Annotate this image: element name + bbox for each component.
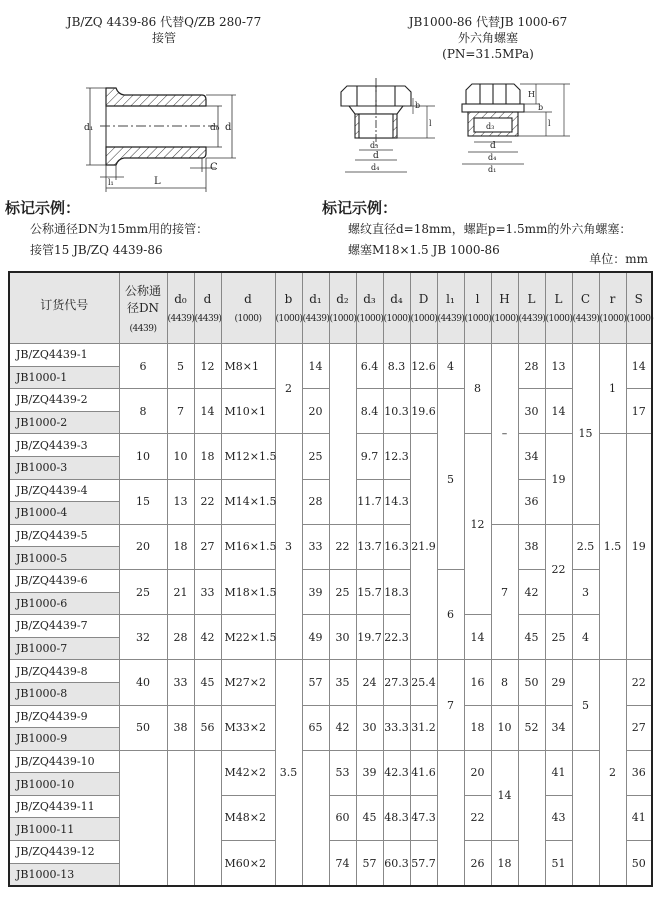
cell-d4: 27.3 bbox=[383, 660, 410, 705]
column-standard: (1000) bbox=[464, 314, 492, 324]
cell-l1000: 34 bbox=[545, 705, 572, 750]
column-standard: (1000) bbox=[626, 314, 654, 324]
cell-s: 36 bbox=[626, 750, 652, 795]
order-code: JB1000-1 bbox=[9, 366, 119, 389]
cell-d4: 10.3 bbox=[383, 389, 410, 434]
cell-l: 22 bbox=[464, 795, 491, 840]
column-symbol: l₁ bbox=[446, 292, 455, 306]
cell-r: 2 bbox=[599, 660, 626, 886]
cell-d3: 24 bbox=[356, 660, 383, 705]
column-standard: (1000) bbox=[234, 314, 262, 324]
cell-d: 25.4 bbox=[410, 660, 437, 705]
cell-l4439: 34 bbox=[518, 434, 545, 479]
hex-plug-drawing-small bbox=[335, 78, 435, 183]
cell-l1000: 22 bbox=[545, 524, 572, 614]
cell-d: 19.6 bbox=[410, 389, 437, 434]
cell-d: 31.2 bbox=[410, 705, 437, 750]
column-header bbox=[410, 272, 437, 344]
cell-d3: 57 bbox=[356, 841, 383, 887]
cell-d1000: M18×1.5 bbox=[221, 569, 275, 614]
svg-text:d: d bbox=[373, 151, 379, 161]
cell-d1: 39 bbox=[302, 569, 329, 614]
cell-d1: 65 bbox=[302, 705, 329, 750]
label-l1: l₁ bbox=[108, 178, 114, 187]
column-symbol: r bbox=[609, 292, 616, 306]
cell-d1000: M27×2 bbox=[221, 660, 275, 705]
order-code: JB/ZQ4439-11 bbox=[9, 795, 119, 818]
cell-d4439: 42 bbox=[194, 615, 221, 660]
column-symbol: d₄ bbox=[390, 292, 403, 306]
order-code: JB1000-8 bbox=[9, 682, 119, 705]
column-header bbox=[356, 272, 383, 344]
column-symbol: d₀ bbox=[174, 292, 187, 306]
cell-h: 10 bbox=[491, 705, 518, 750]
right-standard-header bbox=[320, 14, 656, 62]
cell-d0: 28 bbox=[167, 615, 194, 660]
cell-d4439: 56 bbox=[194, 705, 221, 750]
order-code: JB/ZQ4439-8 bbox=[9, 660, 119, 683]
cell-d1000: M10×1 bbox=[221, 389, 275, 434]
order-code: JB/ZQ4439-1 bbox=[9, 344, 119, 367]
cell-d1: 25 bbox=[302, 434, 329, 479]
order-code: JB1000-6 bbox=[9, 592, 119, 615]
column-symbol: L bbox=[527, 292, 536, 306]
cell-s: 17 bbox=[626, 389, 652, 434]
cell-h: 8 bbox=[491, 660, 518, 705]
cell-l1000: 29 bbox=[545, 660, 572, 705]
order-code: JB/ZQ4439-6 bbox=[9, 569, 119, 592]
cell-l1: 7 bbox=[437, 660, 464, 750]
column-symbol: d bbox=[203, 292, 212, 306]
label-d: d bbox=[225, 122, 232, 133]
cell-d1000: M16×1.5 bbox=[221, 524, 275, 569]
cell-l1000: 41 bbox=[545, 750, 572, 795]
order-code: JB1000-5 bbox=[9, 547, 119, 570]
order-code: JB1000-11 bbox=[9, 818, 119, 841]
cell-d4: 18.3 bbox=[383, 569, 410, 614]
cell-d2: 35 bbox=[329, 660, 356, 705]
unit-label: 单位：mm bbox=[589, 252, 648, 266]
cell-l4439: 36 bbox=[518, 479, 545, 524]
right-marking-description: 螺纹直径d=18mm，螺距p=1.5mm的外六角螺塞： bbox=[348, 222, 632, 236]
column-header bbox=[626, 272, 652, 344]
left-marking-heading: 标记示例： bbox=[5, 199, 81, 217]
cell-b: 3 bbox=[275, 434, 302, 660]
cell-d0: 18 bbox=[167, 524, 194, 569]
svg-text:d₃: d₃ bbox=[370, 141, 379, 150]
cell-l1 bbox=[437, 750, 464, 886]
cell-d4: 42.3 bbox=[383, 750, 410, 795]
right-marking-example: 螺塞M18×1.5 JB 1000-86 bbox=[348, 243, 500, 257]
cell-d2: 74 bbox=[329, 841, 356, 887]
column-symbol: C bbox=[580, 292, 591, 306]
svg-text:d₄: d₄ bbox=[371, 163, 380, 172]
cell-d0: 38 bbox=[167, 705, 194, 750]
column-header bbox=[119, 272, 167, 344]
table-row bbox=[9, 841, 652, 864]
column-header bbox=[491, 272, 518, 344]
cell-l4439: 45 bbox=[518, 615, 545, 660]
cell-l1: 5 bbox=[437, 389, 464, 570]
cell-l4439: 42 bbox=[518, 569, 545, 614]
cell-d4439: 12 bbox=[194, 344, 221, 389]
column-header bbox=[9, 272, 119, 344]
cell-l4439: 50 bbox=[518, 660, 545, 705]
table-row bbox=[9, 524, 652, 547]
cell-s: 14 bbox=[626, 344, 652, 389]
label-c: C bbox=[210, 162, 218, 173]
cell-d2: 60 bbox=[329, 795, 356, 840]
column-symbol: S bbox=[634, 292, 643, 306]
column-standard: (1000) bbox=[410, 314, 438, 324]
cell-l: 18 bbox=[464, 705, 491, 750]
cell-dn bbox=[119, 750, 167, 886]
cell-d0: 10 bbox=[167, 434, 194, 479]
cell-dn: 6 bbox=[119, 344, 167, 389]
hex-plug-drawing-large bbox=[460, 80, 600, 180]
column-symbol: l bbox=[475, 292, 480, 306]
cell-dn: 50 bbox=[119, 705, 167, 750]
cell-l1000: 19 bbox=[545, 434, 572, 524]
right-standard-subtitle: 外六角螺塞 bbox=[457, 31, 518, 45]
cell-l4439: 28 bbox=[518, 344, 545, 389]
cell-c: 4 bbox=[572, 615, 599, 660]
order-code: JB1000-10 bbox=[9, 773, 119, 796]
cell-d4: 16.3 bbox=[383, 524, 410, 569]
cell-l1000: 43 bbox=[545, 795, 572, 840]
cell-d: 41.6 bbox=[410, 750, 437, 795]
cell-d3: 19.7 bbox=[356, 615, 383, 660]
column-standard: (4439) bbox=[518, 314, 546, 324]
cell-d4439: 14 bbox=[194, 389, 221, 434]
cell-d2: 25 bbox=[329, 569, 356, 614]
cell-l: 8 bbox=[464, 344, 491, 434]
svg-text:d₃: d₃ bbox=[486, 122, 495, 131]
cell-l4439: 38 bbox=[518, 524, 545, 569]
column-header bbox=[329, 272, 356, 344]
cell-d2: 53 bbox=[329, 750, 356, 795]
cell-d3: 45 bbox=[356, 795, 383, 840]
cell-r: 1 bbox=[599, 344, 626, 434]
cell-d0: 13 bbox=[167, 479, 194, 524]
column-header bbox=[599, 272, 626, 344]
cell-d4439: 27 bbox=[194, 524, 221, 569]
cell-dn: 10 bbox=[119, 434, 167, 479]
cell-d4: 14.3 bbox=[383, 479, 410, 524]
svg-text:b: b bbox=[415, 101, 421, 110]
cell-d3: 9.7 bbox=[356, 434, 383, 479]
order-code: JB1000-4 bbox=[9, 502, 119, 525]
cell-d1000: M22×1.5 bbox=[221, 615, 275, 660]
cell-l1000: 13 bbox=[545, 344, 572, 389]
column-header bbox=[572, 272, 599, 344]
cell-d1: 20 bbox=[302, 389, 329, 434]
cell-d1000: M14×1.5 bbox=[221, 479, 275, 524]
cell-l4439: 52 bbox=[518, 705, 545, 750]
cell-s: 27 bbox=[626, 705, 652, 750]
cell-l1000: 14 bbox=[545, 389, 572, 434]
cell-d3: 8.4 bbox=[356, 389, 383, 434]
cell-l1: 4 bbox=[437, 344, 464, 389]
cell-r: 1.5 bbox=[599, 434, 626, 660]
column-standard: (4439) bbox=[167, 314, 195, 324]
cell-d1000: M48×2 bbox=[221, 795, 275, 840]
cell-d0: 33 bbox=[167, 660, 194, 705]
order-code: JB1000-13 bbox=[9, 863, 119, 886]
cell-d4: 12.3 bbox=[383, 434, 410, 479]
cell-d2 bbox=[329, 344, 356, 525]
column-header bbox=[275, 272, 302, 344]
cell-d1: 49 bbox=[302, 615, 329, 660]
cell-d4: 48.3 bbox=[383, 795, 410, 840]
cell-d1000: M8×1 bbox=[221, 344, 275, 389]
column-header bbox=[194, 272, 221, 344]
cell-h: 14 bbox=[491, 750, 518, 840]
left-standard-title: JB/ZQ 4439-86 代替Q/ZB 280-77 bbox=[66, 15, 262, 29]
cell-l: 16 bbox=[464, 660, 491, 705]
cell-d3: 39 bbox=[356, 750, 383, 795]
left-marking-example: 接管15 JB/ZQ 4439-86 bbox=[30, 243, 163, 257]
cell-d3: 11.7 bbox=[356, 479, 383, 524]
cell-d4: 22.3 bbox=[383, 615, 410, 660]
right-standard-title: JB1000-86 代替JB 1000-67 bbox=[408, 15, 568, 29]
specification-table bbox=[8, 271, 653, 887]
table-row bbox=[9, 705, 652, 728]
cell-d3: 6.4 bbox=[356, 344, 383, 389]
column-symbol: 公称通径DN bbox=[124, 284, 161, 315]
column-header bbox=[383, 272, 410, 344]
order-code: JB/ZQ4439-3 bbox=[9, 434, 119, 457]
right-standard-pressure: (PN=31.5MPa) bbox=[442, 47, 534, 61]
column-standard: (4439) bbox=[129, 324, 157, 334]
order-code: JB/ZQ4439-12 bbox=[9, 841, 119, 864]
cell-d0: 7 bbox=[167, 389, 194, 434]
cell-l4439: 30 bbox=[518, 389, 545, 434]
left-standard-header bbox=[0, 14, 328, 46]
cell-d1: 14 bbox=[302, 344, 329, 389]
column-standard: (1000) bbox=[275, 314, 303, 324]
cell-d4439: 22 bbox=[194, 479, 221, 524]
cell-d3: 13.7 bbox=[356, 524, 383, 569]
svg-text:d: d bbox=[490, 141, 496, 151]
cell-d1000: M12×1.5 bbox=[221, 434, 275, 479]
cell-c: 3 bbox=[572, 569, 599, 614]
cell-d4: 8.3 bbox=[383, 344, 410, 389]
column-header bbox=[464, 272, 491, 344]
svg-text:H: H bbox=[528, 90, 535, 99]
cell-d0 bbox=[167, 750, 194, 886]
label-l: L bbox=[154, 176, 161, 187]
cell-h: 7 bbox=[491, 524, 518, 660]
order-code: JB1000-7 bbox=[9, 637, 119, 660]
cell-d2: 30 bbox=[329, 615, 356, 660]
cell-c: 15 bbox=[572, 344, 599, 525]
cell-dn: 8 bbox=[119, 389, 167, 434]
order-code: JB1000-2 bbox=[9, 411, 119, 434]
cell-d0: 21 bbox=[167, 569, 194, 614]
pipe-fitting-drawing bbox=[80, 80, 250, 195]
cell-dn: 32 bbox=[119, 615, 167, 660]
column-standard: (1000) bbox=[545, 314, 573, 324]
order-code: JB/ZQ4439-7 bbox=[9, 615, 119, 638]
cell-d4439: 33 bbox=[194, 569, 221, 614]
cell-d4: 33.3 bbox=[383, 705, 410, 750]
column-header bbox=[518, 272, 545, 344]
cell-l1000: 25 bbox=[545, 615, 572, 660]
order-code: JB/ZQ4439-2 bbox=[9, 389, 119, 412]
cell-s: 22 bbox=[626, 660, 652, 705]
cell-d1: 28 bbox=[302, 479, 329, 524]
column-standard: (4439) bbox=[572, 314, 600, 324]
order-code: JB/ZQ4439-10 bbox=[9, 750, 119, 773]
cell-l: 20 bbox=[464, 750, 491, 795]
cell-c: 2.5 bbox=[572, 524, 599, 569]
table-row bbox=[9, 344, 652, 367]
cell-dn: 40 bbox=[119, 660, 167, 705]
cell-dn: 25 bbox=[119, 569, 167, 614]
label-d0: d₀ bbox=[210, 123, 220, 133]
svg-text:l: l bbox=[429, 119, 432, 128]
cell-d2: 42 bbox=[329, 705, 356, 750]
cell-dn: 20 bbox=[119, 524, 167, 569]
column-header bbox=[167, 272, 194, 344]
column-symbol: 订货代号 bbox=[40, 297, 89, 312]
column-symbol: b bbox=[284, 292, 293, 306]
cell-d1000: M42×2 bbox=[221, 750, 275, 795]
column-symbol: d₃ bbox=[363, 292, 376, 306]
cell-s: 50 bbox=[626, 841, 652, 887]
column-symbol: D bbox=[418, 292, 429, 306]
svg-text:b: b bbox=[538, 103, 544, 112]
cell-dn: 15 bbox=[119, 479, 167, 524]
cell-d: 47.3 bbox=[410, 795, 437, 840]
order-code: JB1000-3 bbox=[9, 456, 119, 479]
column-header bbox=[221, 272, 275, 344]
cell-h: 18 bbox=[491, 841, 518, 887]
order-code: JB/ZQ4439-5 bbox=[9, 524, 119, 547]
cell-c bbox=[572, 750, 599, 886]
cell-d4: 60.3 bbox=[383, 841, 410, 887]
order-code: JB/ZQ4439-9 bbox=[9, 705, 119, 728]
table-row bbox=[9, 750, 652, 773]
order-code: JB1000-9 bbox=[9, 728, 119, 751]
cell-d3: 30 bbox=[356, 705, 383, 750]
svg-text:l: l bbox=[548, 119, 551, 128]
cell-c: 5 bbox=[572, 660, 599, 750]
column-symbol: L bbox=[554, 292, 563, 306]
cell-d: 12.6 bbox=[410, 344, 437, 389]
cell-d4439: 45 bbox=[194, 660, 221, 705]
column-standard: (4439) bbox=[302, 314, 330, 324]
cell-l1: 6 bbox=[437, 569, 464, 659]
column-symbol: H bbox=[499, 292, 510, 306]
column-symbol: d₁ bbox=[309, 292, 322, 306]
column-standard: (1000) bbox=[491, 314, 519, 324]
cell-d: 21.9 bbox=[410, 434, 437, 660]
column-header bbox=[302, 272, 329, 344]
cell-d4439 bbox=[194, 750, 221, 886]
column-header bbox=[545, 272, 572, 344]
cell-d: 57.7 bbox=[410, 841, 437, 887]
table-row bbox=[9, 660, 652, 683]
right-marking-heading: 标记示例： bbox=[322, 199, 398, 217]
column-standard: (1000) bbox=[329, 314, 357, 324]
order-code: JB/ZQ4439-4 bbox=[9, 479, 119, 502]
column-standard: (1000) bbox=[599, 314, 627, 324]
cell-d1000: M60×2 bbox=[221, 841, 275, 887]
column-symbol: d₂ bbox=[336, 292, 349, 306]
column-standard: (4439) bbox=[437, 314, 465, 324]
cell-b: 2 bbox=[275, 344, 302, 434]
svg-text:d₁: d₁ bbox=[488, 165, 497, 174]
cell-s: 19 bbox=[626, 434, 652, 660]
column-standard: (1000) bbox=[356, 314, 384, 324]
table-header-row bbox=[9, 272, 652, 344]
table-row bbox=[9, 795, 652, 818]
cell-d2: 22 bbox=[329, 524, 356, 569]
cell-d1 bbox=[302, 750, 329, 886]
cell-d3: 15.7 bbox=[356, 569, 383, 614]
cell-l: 12 bbox=[464, 434, 491, 615]
cell-d0: 5 bbox=[167, 344, 194, 389]
cell-l: 26 bbox=[464, 841, 491, 887]
cell-d4439: 18 bbox=[194, 434, 221, 479]
left-standard-subtitle: 接管 bbox=[151, 31, 176, 45]
cell-l4439 bbox=[518, 750, 545, 886]
cell-d1000: M33×2 bbox=[221, 705, 275, 750]
cell-l1000: 51 bbox=[545, 841, 572, 887]
column-standard: (1000) bbox=[383, 314, 411, 324]
cell-l: 14 bbox=[464, 615, 491, 660]
label-d1: d₁ bbox=[84, 123, 94, 133]
cell-s: 41 bbox=[626, 795, 652, 840]
cell-d1: 33 bbox=[302, 524, 329, 569]
table-row bbox=[9, 615, 652, 638]
column-symbol: d bbox=[244, 292, 252, 306]
column-header bbox=[437, 272, 464, 344]
column-standard: (4439) bbox=[194, 314, 222, 324]
cell-h: – bbox=[491, 344, 518, 525]
cell-d1: 57 bbox=[302, 660, 329, 705]
svg-text:d₄: d₄ bbox=[488, 153, 497, 162]
cell-b: 3.5 bbox=[275, 660, 302, 886]
left-marking-description: 公称通径DN为15mm用的接管： bbox=[30, 222, 209, 236]
